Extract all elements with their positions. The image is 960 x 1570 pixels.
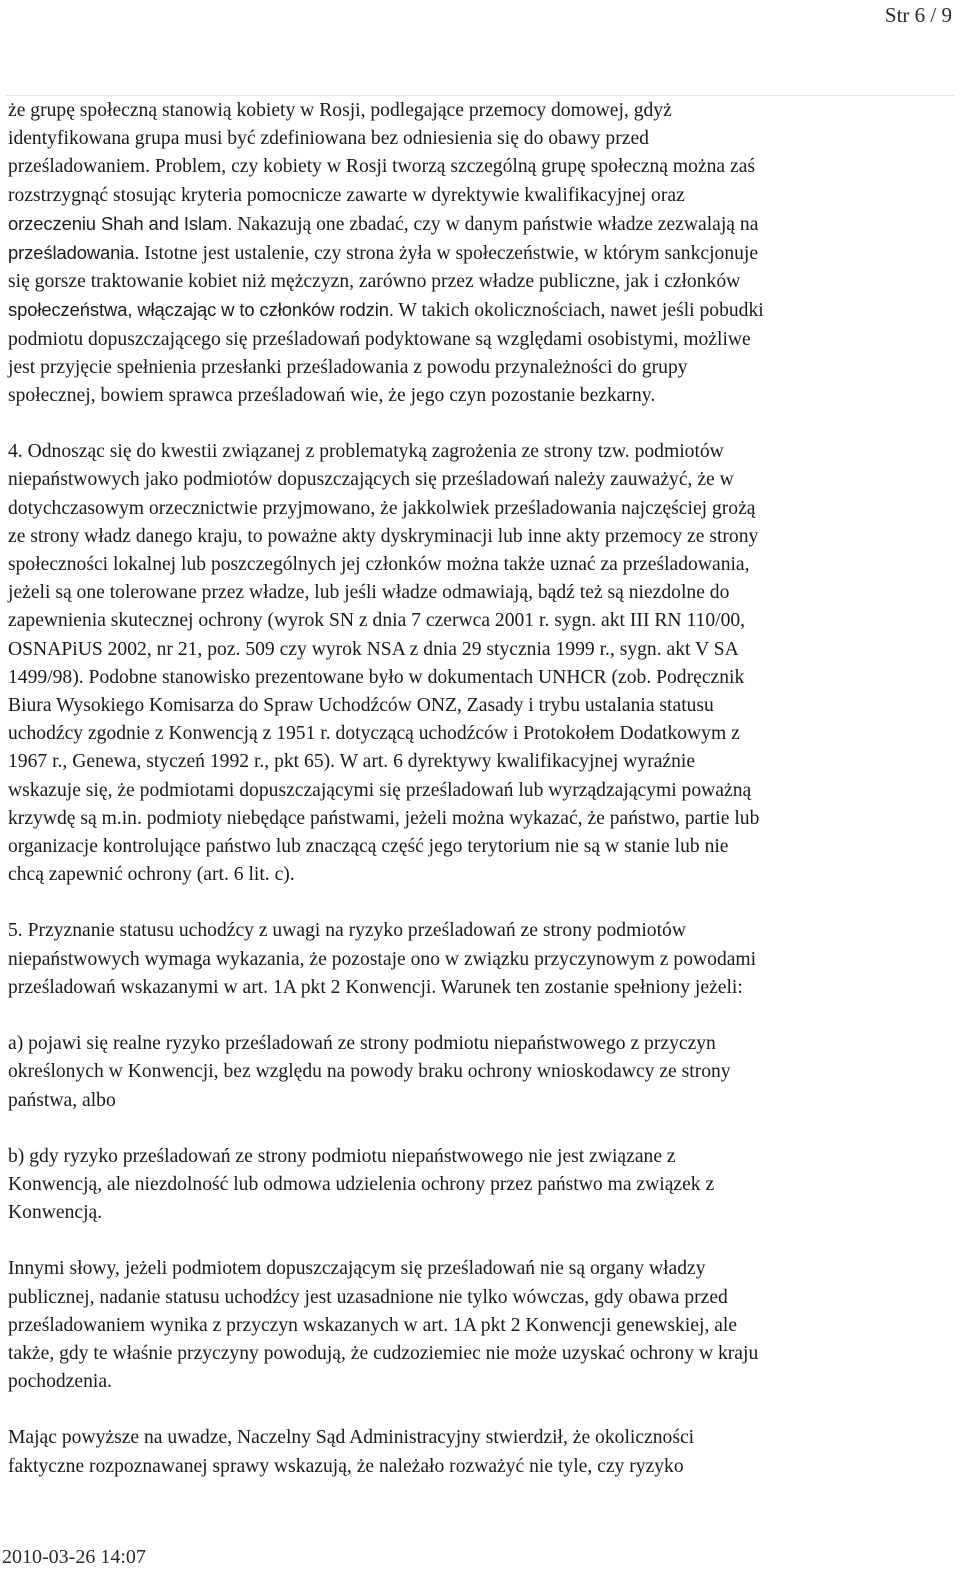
text-line: [8, 748, 952, 776]
text-line: [8, 210, 952, 239]
paragraph-5: [8, 1143, 952, 1228]
text-segment: organizacje kontrolujące państwo lub znaczącą część jego terytorium nie są w stanie lub nie: [8, 836, 729, 858]
text-line: [8, 1368, 952, 1396]
text-segment: zapewnienia skutecznej ochrony (wyrok SN z dnia 7 czerwca 2001 r. sygn. akt III RN 110/00,: [8, 610, 746, 632]
text-line: [8, 636, 952, 664]
text-segment: Nakazują one zbadać, czy w danym państwie władze zezwalają na: [232, 213, 759, 235]
text-segment: społeczeństwa, włączając w to członków rodzin.: [8, 299, 394, 321]
document-body: [8, 97, 952, 1509]
text-line: [8, 438, 952, 466]
text-line: [8, 523, 952, 551]
text-line: [8, 326, 952, 354]
text-segment: Innymi słowy, jeżeli podmiotem dopuszczającym się prześladowań nie są organy władzy: [8, 1258, 706, 1280]
text-line: [8, 974, 952, 1002]
text-line: [8, 97, 952, 125]
text-line: [8, 720, 952, 748]
paragraph-6: [8, 1255, 952, 1396]
text-segment: prześladowań wskazanymi w art. 1A pkt 2 Konwencji. Warunek ten zostanie spełniony jeżeli:: [8, 976, 743, 998]
paragraph-3: [8, 917, 952, 1002]
text-segment: orzeczeniu Shah and Islam.: [8, 212, 233, 234]
text-segment: W takich okolicznościach, nawet jeśli pobudki: [393, 300, 764, 322]
text-segment: niepaństwowych wymaga wykazania, że pozostaje ono w związku przyczynowym z powodami: [8, 948, 757, 970]
text-line: [8, 1284, 952, 1312]
text-line: [8, 1199, 952, 1227]
text-segment: 1499/98). Podobne stanowisko prezentowane było w dokumentach UNHCR (zob. Podręcznik: [8, 666, 745, 688]
paragraph-7: [8, 1424, 952, 1480]
text-segment: prześladowaniem wynika z przyczyn wskazanych w art. 1A pkt 2 Konwencji genewskiej, ale: [8, 1314, 738, 1336]
text-segment: ze strony władz danego kraju, to poważne akty dyskryminacji lub inne akty przemocy ze strony: [8, 525, 759, 547]
paragraph-4: [8, 1030, 952, 1115]
text-segment: Biura Wysokiego Komisarza do Spraw Uchodźców ONZ, Zasady i trybu ustalania statusu: [8, 695, 714, 717]
text-line: [8, 805, 952, 833]
text-segment: się gorsze traktowanie kobiet niż mężczyzn, zarówno przez władze publiczne, jak i członków: [8, 271, 741, 293]
text-segment: 5. Przyznanie statusu uchodźcy z uwagi na ryzyko prześladowań ze strony podmiotów: [8, 920, 686, 942]
text-segment: wskazuje się, że podmiotami dopuszczającymi się prześladowań lub wyrządzającymi poważną: [8, 779, 752, 801]
text-segment: Konwencją, ale niezdolność lub odmowa udzielenia ochrony przez państwo ma związek z: [8, 1173, 715, 1195]
text-segment: 1967 r., Genewa, styczeń 1992 r., pkt 65). W art. 6 dyrektywy kwalifikacyjnej wyraźnie: [8, 751, 696, 773]
text-line: [8, 833, 952, 861]
text-segment: podmiotu dopuszczającego się prześladowań podyktowane są względami osobistymi, możliwe: [8, 328, 751, 350]
text-segment: chcą zapewnić ochrony (art. 6 lit. c).: [8, 864, 295, 886]
header-divider: [6, 95, 954, 96]
text-segment: także, gdy te właśnie przyczyny powodują, że cudzoziemiec nie może uzyskać ochrony w kraju: [8, 1342, 759, 1364]
text-segment: państwa, albo: [8, 1089, 116, 1111]
text-line: [8, 296, 952, 325]
text-segment: Istotne jest ustalenie, czy strona żyła w społeczeństwie, w którym sankcjonuje: [139, 243, 759, 265]
text-segment: dotychczasowym orzecznictwie przyjmowano, że jakkolwiek prześladowania najczęściej grożą: [8, 497, 756, 519]
text-segment: społeczności lokalnej lub poszczególnych jej członków można także uznać za prześladowania,: [8, 554, 750, 576]
text-segment: krzywdę są m.in. podmioty niebędące państwami, jeżeli można wykazać, że państwo, partie lub: [8, 807, 760, 829]
text-line: [8, 125, 952, 153]
text-line: [8, 382, 952, 410]
text-segment: Konwencją.: [8, 1202, 103, 1224]
text-line: [8, 607, 952, 635]
text-segment: publicznej, nadanie statusu uchodźcy jest uzasadnione nie tylko wówczas, gdy obawa przed: [8, 1286, 728, 1308]
text-segment: rozstrzygnąć stosując kryteria pomocnicze zawarte w dyrektywie kwalifikacyjnej oraz: [8, 184, 685, 206]
text-line: [8, 495, 952, 523]
text-line: [8, 664, 952, 692]
text-segment: społecznej, bowiem sprawca prześladowań wie, że jego czyn pozostanie bezkarny.: [8, 385, 656, 407]
text-line: [8, 692, 952, 720]
text-segment: OSNAPiUS 2002, nr 21, poz. 509 czy wyrok NSA z dnia 29 stycznia 1999 r., sygn. akt V SA: [8, 638, 739, 660]
paragraph-1: [8, 97, 952, 410]
text-line: [8, 239, 952, 268]
text-line: [8, 579, 952, 607]
text-line: [8, 1312, 952, 1340]
text-segment: określonych w Konwencji, bez względu na powody braku ochrony wnioskodawcy ze strony: [8, 1061, 731, 1083]
text-segment: identyfikowana grupa musi być zdefiniowana bez odniesienia się do obawy przed: [8, 128, 649, 150]
text-line: [8, 1030, 952, 1058]
text-segment: Mając powyższe na uwadze, Naczelny Sąd Administracyjny stwierdził, że okoliczności: [8, 1427, 695, 1449]
text-line: [8, 1087, 952, 1115]
text-segment: prześladowania.: [8, 242, 140, 264]
page-number: Str 6 / 9: [884, 3, 952, 27]
text-line: [8, 268, 952, 296]
text-line: [8, 1340, 952, 1368]
text-line: [8, 1143, 952, 1171]
text-line: [8, 917, 952, 945]
text-line: [8, 153, 952, 181]
text-segment: a) pojawi się realne ryzyko prześladowań ze strony podmiotu niepaństwowego z przyczyn: [8, 1033, 716, 1055]
text-line: [8, 182, 952, 210]
text-segment: faktyczne rozpoznawanej sprawy wskazują, że należało rozważyć nie tyle, czy ryzyko: [8, 1455, 684, 1477]
text-line: [8, 1058, 952, 1086]
text-line: [8, 777, 952, 805]
text-line: [8, 1453, 952, 1481]
text-segment: że grupę społeczną stanowią kobiety w Rosji, podlegające przemocy domowej, gdyż: [8, 100, 672, 121]
text-line: [8, 946, 952, 974]
text-line: [8, 1424, 952, 1452]
text-line: [8, 466, 952, 494]
text-line: [8, 1255, 952, 1283]
text-segment: niepaństwowych jako podmiotów dopuszczających się prześladowań należy zauważyć, że w: [8, 469, 734, 491]
print-timestamp: 2010-03-26 14:07: [2, 1546, 146, 1568]
paragraph-2: [8, 438, 952, 889]
text-segment: b) gdy ryzyko prześladowań ze strony podmiotu niepaństwowego nie jest związane z: [8, 1145, 676, 1167]
text-segment: uchodźcy zgodnie z Konwencją z 1951 r. dotyczącą uchodźców i Protokołem Dodatkowym z: [8, 723, 740, 745]
text-segment: 4. Odnosząc się do kwestii związanej z problematyką zagrożenia ze strony tzw. podmiotów: [8, 441, 724, 463]
text-line: [8, 551, 952, 579]
text-segment: pochodzenia.: [8, 1371, 112, 1393]
text-line: [8, 354, 952, 382]
text-line: [8, 861, 952, 889]
text-line: [8, 1171, 952, 1199]
text-segment: jeżeli są one tolerowane przez władze, lub jeśli władze odmawiają, bądź też są niezdolne do: [8, 582, 730, 604]
text-segment: jest przyjęcie spełnienia przesłanki prześladowania z powodu przynależności do grupy: [8, 356, 688, 378]
text-segment: prześladowaniem. Problem, czy kobiety w Rosji tworzą szczególną grupę społeczną można zaś: [8, 156, 756, 178]
